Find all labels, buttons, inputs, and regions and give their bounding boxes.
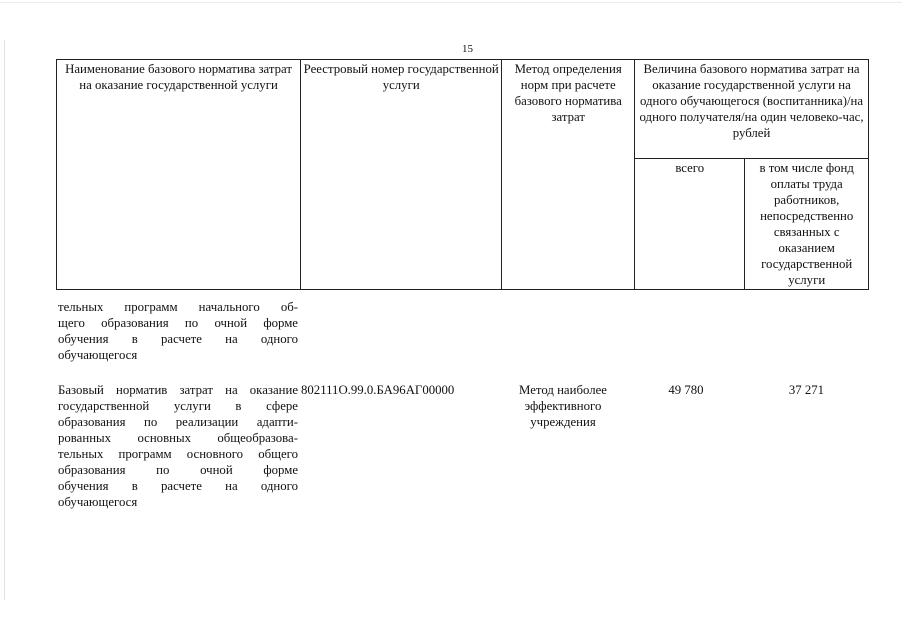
row-2-name-line: обучающегося xyxy=(58,495,138,509)
row-2-name xyxy=(58,382,298,510)
header-registry: Реестровый номер государственной услуги xyxy=(301,60,502,290)
row-1-name-line: обучения в расчете на одного xyxy=(58,332,298,346)
row-2-name-line: Базовый норматив затрат на оказание xyxy=(58,383,298,397)
row-2-method: Метод наиболее эффективного учреждения xyxy=(519,383,607,429)
page-number: 15 xyxy=(462,43,473,55)
row-1-name-line: обучающегося xyxy=(58,348,138,362)
row-2-name-line: обучения в расчете на одного xyxy=(58,479,298,493)
row-2-registry: 802111О.99.0.БА96АГ00000 xyxy=(301,383,455,397)
header-total: всего xyxy=(635,159,745,290)
row-2-total: 49 780 xyxy=(668,383,704,397)
row-1-name xyxy=(58,299,298,363)
header-value: Величина базового норматива затрат на оказание государственной услуги на одного обучающегося (воспитанника)/на одного получателя/на один человеко-час, рублей xyxy=(635,60,869,159)
table-header xyxy=(56,59,869,290)
row-1-name-line: тельных программ начального об- xyxy=(58,300,298,314)
row-2-name-line: государственной услуги в сфере xyxy=(58,399,298,413)
header-method: Метод определения норм при расчете базового норматива затрат xyxy=(502,60,635,290)
row-2-name-line: образования по реализации адапти- xyxy=(58,415,298,429)
row-1-name-line: щего образования по очной форме xyxy=(58,316,298,330)
scan-edge-top xyxy=(0,2,902,3)
header-payroll: в том числе фонд оплаты труда работников, непосредственно связанных с оказанием государственной услуги xyxy=(745,159,869,290)
row-2-name-line: рованных основных общеобразова- xyxy=(58,431,298,445)
scan-edge-left xyxy=(4,40,5,600)
row-2-name-line: тельных программ основного общего xyxy=(58,447,298,461)
row-2-payroll: 37 271 xyxy=(788,383,825,397)
header-name: Наименование базового норматива затрат на оказание государственной услуги xyxy=(57,60,301,290)
row-2-name-line: образования по очной форме xyxy=(58,463,298,477)
